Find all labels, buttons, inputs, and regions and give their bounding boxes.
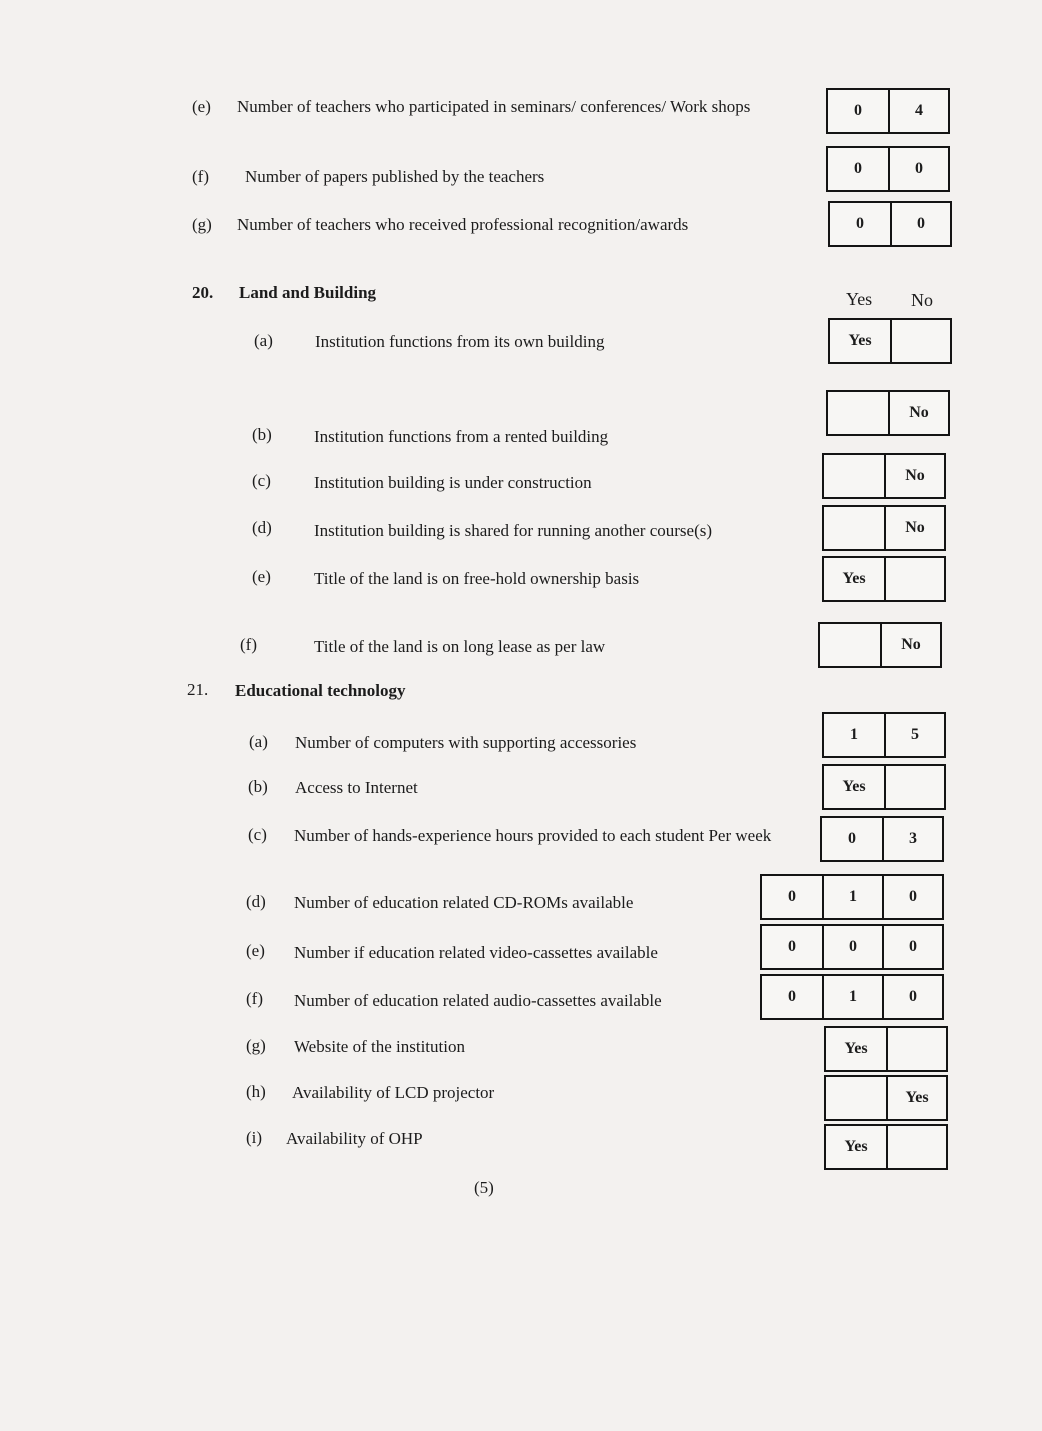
item-marker: (i) [246,1128,263,1147]
item-marker: (g) [246,1036,266,1055]
answer-cell: 0 [854,160,862,177]
page-number: (5) [474,1178,494,1197]
answer-box [826,390,950,436]
item-marker: (g) [192,215,212,234]
item-text: Title of the land is on long lease as per law [314,637,606,656]
answer-box [818,622,942,668]
answer-cell: 0 [788,988,796,1005]
answer-cell-no: Yes [886,1077,946,1119]
answer-cell-yes [826,1077,886,1119]
answer-cell: 0 [854,102,862,119]
answer-cell-yes: Yes [844,1138,868,1155]
answer-cell-no: No [880,624,940,666]
answer-cell-yes: Yes [842,570,866,587]
item-marker: (e) [192,97,211,116]
item-text: Institution functions from its own building [315,332,605,351]
answer-cell-no [890,320,950,362]
item-text: Institution building is shared for running another course(s) [314,521,713,540]
item-text: Institution functions from a rented building [314,427,609,446]
answer-cell: 0 [882,926,942,968]
item-text: Website of the institution [294,1037,465,1056]
section-number: 20. [192,283,214,302]
answer-cell-no [884,766,944,808]
item-marker: (d) [252,518,272,537]
item-text: Number of teachers who received professional recognition/awards [237,215,689,234]
answer-box [824,1124,948,1170]
answer-cell: 0 [882,876,942,918]
item-text: Availability of LCD projector [292,1083,495,1102]
answer-cell: 1 [822,976,882,1018]
answer-cell-yes [824,507,884,549]
answer-cell-yes: Yes [848,332,872,349]
answer-box [822,764,946,810]
answer-cell-yes [820,624,880,666]
answer-cell: 5 [884,714,944,756]
answer-cell-yes: Yes [842,778,866,795]
answer-cell: 0 [888,148,948,190]
item-text: Number of education related audio-cassettes available [294,991,662,1010]
item-marker: (b) [252,425,272,444]
answer-cell: 0 [890,203,950,245]
answer-cell: 0 [822,926,882,968]
answer-box [826,146,950,192]
item-marker: (f) [192,167,209,186]
answer-cell-no: No [884,455,944,497]
item-marker: (b) [248,777,268,796]
answer-box [822,712,946,758]
answer-box [824,1075,948,1121]
answer-cell-no [884,558,944,600]
item-marker: (c) [248,825,267,844]
item-marker: (a) [254,331,273,350]
item-text: Access to Internet [295,778,418,797]
item-text: Number of hands-experience hours provided to each student Per week [294,826,772,845]
item-marker: (f) [240,635,257,654]
section-title: Land and Building [239,283,377,302]
item-marker: (e) [252,567,271,586]
item-marker: (e) [246,941,265,960]
answer-box [822,453,946,499]
item-marker: (a) [249,732,268,751]
answer-box [822,505,946,551]
answer-cell-no [886,1028,946,1070]
answer-box [826,88,950,134]
answer-cell-yes [828,392,888,434]
item-text: Institution building is under construction [314,473,592,492]
answer-cell: 0 [856,215,864,232]
answer-box [822,556,946,602]
answer-box [828,201,952,247]
answer-cell: 1 [850,726,858,743]
section-title: Educational technology [235,681,406,700]
item-text: Title of the land is on free-hold ownership basis [314,569,640,588]
answer-box [760,974,944,1020]
item-text: Number if education related video-cassettes available [294,943,658,962]
item-marker: (c) [252,471,271,490]
item-marker: (f) [246,989,263,1008]
answer-box [828,318,952,364]
answer-cell: 0 [882,976,942,1018]
answer-box [820,816,944,862]
answer-cell-no [886,1126,946,1168]
answer-cell-no: No [884,507,944,549]
item-text: Number of teachers who participated in seminars/ conferences/ Work shops [237,97,751,116]
answer-cell: 0 [848,830,856,847]
answer-box [824,1026,948,1072]
answer-cell-yes [824,455,884,497]
answer-cell: 4 [888,90,948,132]
answer-box [760,924,944,970]
item-marker: (h) [246,1082,266,1101]
column-header-yes: Yes [846,289,873,309]
answer-cell: 3 [882,818,942,860]
answer-cell-yes: Yes [844,1040,868,1057]
item-text: Number of papers published by the teachers [245,167,545,186]
answer-cell: 1 [822,876,882,918]
item-text: Number of computers with supporting accessories [295,733,637,752]
answer-cell: 0 [788,938,796,955]
answer-cell: 0 [788,888,796,905]
answer-box [760,874,944,920]
item-text: Availability of OHP [286,1129,423,1148]
answer-cell-no: No [888,392,948,434]
column-header-no: No [911,290,933,310]
section-number: 21. [187,680,209,699]
item-marker: (d) [246,892,266,911]
item-text: Number of education related CD-ROMs available [294,893,634,912]
